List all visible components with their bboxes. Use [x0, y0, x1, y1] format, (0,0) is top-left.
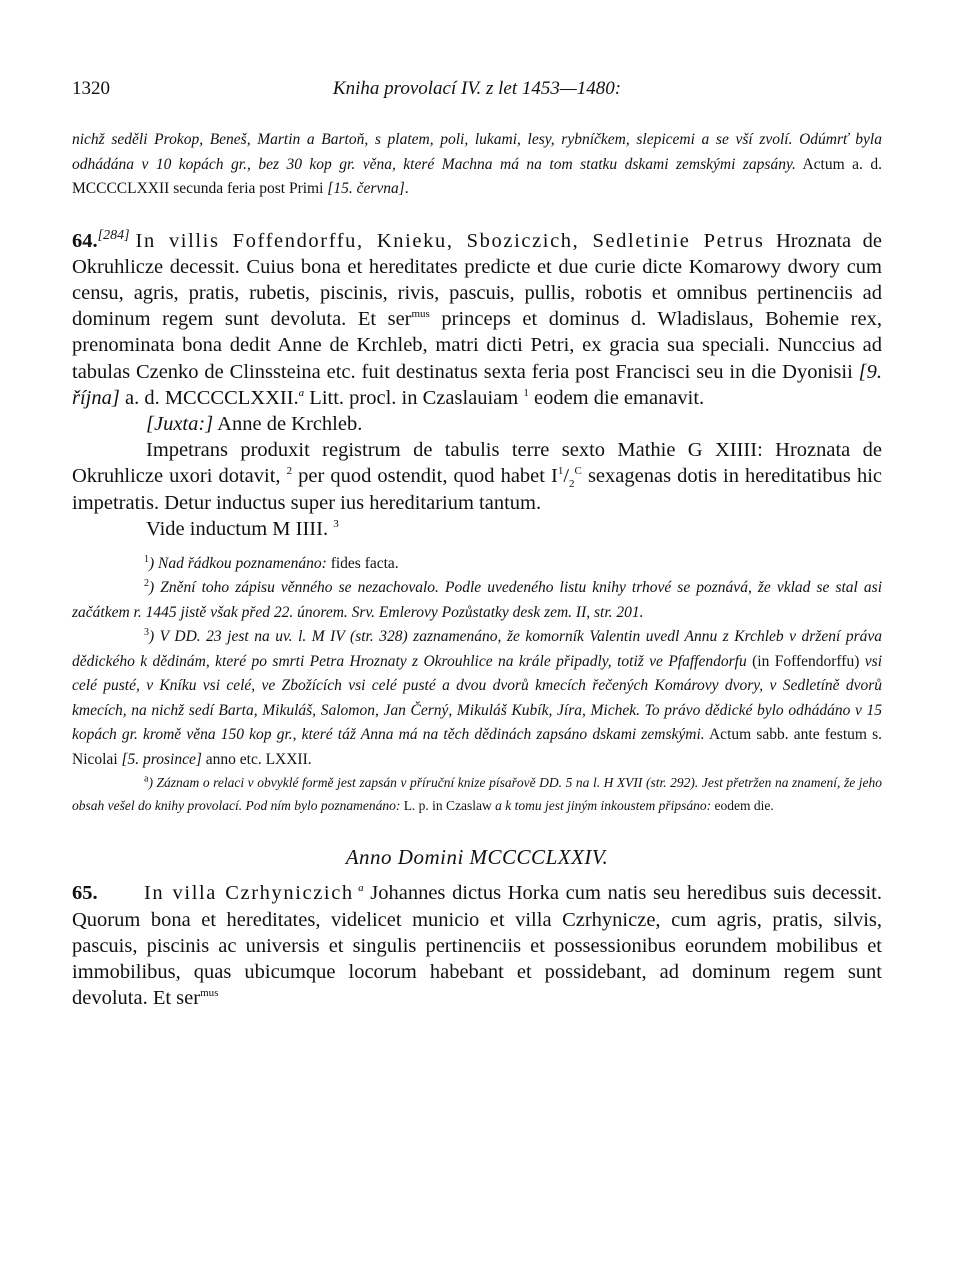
footnote-3-mark: 3: [144, 627, 149, 639]
entry-64-text-4: Litt. procl. in Czaslauiam: [304, 386, 524, 409]
variant-note-a-italic-1: ) Záznam o relaci v obvyklé formě jest zapsán v příruční knize písařově DD. 5 na l. H XVII (str. 292). Jest přetržen na znamení, že jeho obsah vešel do knihy provolací. Pod ním bylo poznamenáno:: [72, 775, 882, 813]
impetrans-sup-c: C: [574, 465, 582, 478]
running-title: Kniha provolací IV. z let 1453—1480:: [332, 78, 622, 99]
footnote-3: [72, 625, 882, 772]
entry-64-number: 64.: [72, 229, 98, 252]
intro-italic-text: nichž seděli Prokop, Beneš, Martin a Bartoň, s platem, poli, lukami, lesy, rybníčkem, slepicemi a se vší zvolí. Odúmrť byla odhádána v 10 kopách gr., bez 30 kop gr. věna, které Machna má na tom statku dskami zemskými zapsány.: [72, 131, 882, 173]
entry-64-ref: [284]: [97, 227, 130, 243]
footnote-1-italic: ) Nad řádkou poznamenáno:: [149, 554, 327, 572]
vide-sup-3: 3: [333, 517, 339, 530]
entry-64-text-3: a. d. MCCCCLXXII.: [119, 386, 299, 409]
entry-64-spaced-text: In villis Foffendorffu, Knieku, Sboziczich, Sedletinie Petrus: [135, 229, 765, 252]
variant-note-a-text-2: eodem die.: [711, 797, 774, 813]
impetrans-sup-2: 2: [286, 465, 293, 478]
variant-note-a-text-1: L. p. in Czaslaw: [400, 797, 496, 813]
page-number: 1320: [72, 78, 110, 99]
entry-64-sup-1: 1: [523, 386, 529, 399]
entry-64-text-1: Hroznata de Okruhlicze decessit. Cuius bona et hereditates predicte et due curie dicte Komarowy dwory cum censu, agris, pratis, rubetis, piscinis, rivis, pascuis, pullis, robotis et omnibus pertinenciis ad dominum regem sunt devoluta. Et ser: [72, 229, 882, 331]
fraction-numerator: 1: [557, 465, 564, 478]
variant-note-a-italic-2: a k tomu jest jiným inkoustem připsáno:: [495, 797, 712, 813]
entry-65-spaced-text: In villa Czrhyniczich: [144, 882, 354, 905]
intro-date-note: [15. června]: [327, 180, 405, 197]
footnote-2-mark: 2: [144, 578, 149, 590]
impetrans-text-3: sexagenas dotis in hereditatibus hic impetratis. Detur inductus super ius hereditarium tantum.: [72, 465, 883, 514]
footnote-2: [72, 576, 882, 625]
entry-64-sup-a: a: [298, 386, 305, 399]
variant-note-a-mark: a: [144, 773, 149, 785]
document-page: [72, 78, 882, 1011]
entry-65-paragraph: [72, 880, 882, 1011]
year-heading: Anno Domini MCCCCLXXIV.: [345, 845, 609, 870]
footnote-1-mark: 1: [144, 553, 149, 565]
footnote-1: [72, 552, 882, 577]
entry-64-date-note: [9. října]: [72, 360, 882, 409]
footnote-3-italic-1: ) V DD. 23 jest na uv. l. M IV (str. 328) zaznamenáno, že komorník Valentin uvedl Annu z Krchleb v držení práva dědického k dědinám, které po smrti Petra Hroznaty z Okrouhlice na krále připadly, totiž ve Pfaffendorfu: [72, 628, 882, 670]
juxta-text: Anne de Krchleb.: [213, 412, 363, 435]
fraction-slash: /: [563, 465, 570, 488]
entry-65-text-1: Johannes dictus Horka cum natis seu heredibus suis decessit. Quorum bona et hereditates, videlicet municio et villa Czrhynicze, cum agris, pratis, silvis, pascuis, piscinis ac universis et singulis pertinenciis et possessionibus eorundem mobilibus et immobilibus, quas ubicumque locorum habebant et possidebant, ad dominum regem sunt devoluta. Et ser: [72, 882, 883, 1010]
fraction-denominator: 2: [569, 478, 575, 491]
footnote-3-date: [5. prosince]: [121, 750, 202, 768]
entry-65-number: 65.: [72, 882, 98, 905]
vide-text: Vide inductum M IIII.: [146, 517, 334, 540]
footnote-3-text-3: anno etc. LXXII.: [201, 750, 312, 768]
footnotes: [72, 552, 882, 818]
intro-latin-text: Actum a. d. MCCCCLXXII secunda feria post Primi: [72, 155, 882, 197]
intro-end: .: [404, 180, 409, 197]
juxta-label: [Juxta:]: [146, 412, 214, 435]
footnote-3-text-2: Actum sabb. ante festum s. Nicolai: [72, 726, 883, 768]
impetrans-text-1: Impetrans produxit registrum de tabulis terre sexto Mathie G XIIII: Hroznata de Okruhlicze uxori dotavit,: [72, 439, 882, 488]
footnote-3-text-1: (in Foffendorffu): [746, 652, 865, 670]
footnote-1-text: fides facta.: [326, 554, 399, 572]
running-head: [72, 78, 882, 108]
variant-note-a: [72, 772, 882, 817]
vide-line: [72, 516, 882, 542]
impetrans-paragraph: [72, 437, 882, 516]
footnote-3-italic-2: vsi celé pusté, v Kníku vsi celé, ve Zbožících vsi celé pusté a dvou dvorů kmecích řečených Komárovy dvory, v Sedletíně dvorů kmecích, na nichž sedí Barta, Mikuláš, Salomon, Jan Černý, Mikuláš Kubík, Jíra, Michek. To právo dědické bylo odhádáno v 15 kopách gr. kromě věna 150 kop gr., které táž Anna má na těch dědinách zapsáno dskami zemskými.: [72, 652, 882, 744]
juxta-line: [72, 411, 882, 437]
entry-65-sup-mus: mus: [200, 987, 219, 1000]
entry-64-paragraph: [72, 228, 882, 411]
impetrans-text-2: per quod ostendit, quod habet I: [292, 465, 558, 488]
entry-64-text-5: eodem die emanavit.: [528, 386, 705, 409]
intro-paragraph: [72, 128, 882, 202]
entry-64-text-2: princeps et dominus d. Wladislaus, Bohemie rex, prenominata bona dedit Anne de Krchleb, matri dicti Petri, ex gracia sua speciali. Nunccius ad tabulas Czenko de Clinssteina etc. fuit destinatus sexta feria post Francisci seu in die Dyonisii: [72, 308, 882, 383]
footnote-2-italic: ) Znění toho zápisu věnného se nezachovalo. Podle uvedeného listu knihy trhové se poznává, že vklad se stal asi začátkem r. 1445 jistě však před 22. únorem. Srv. Emlerovy Pozůstatky desk zem. II, str. 201.: [72, 579, 882, 621]
entry-65-sup-a: a: [353, 882, 364, 895]
entry-64-sup-mus: mus: [411, 308, 430, 321]
